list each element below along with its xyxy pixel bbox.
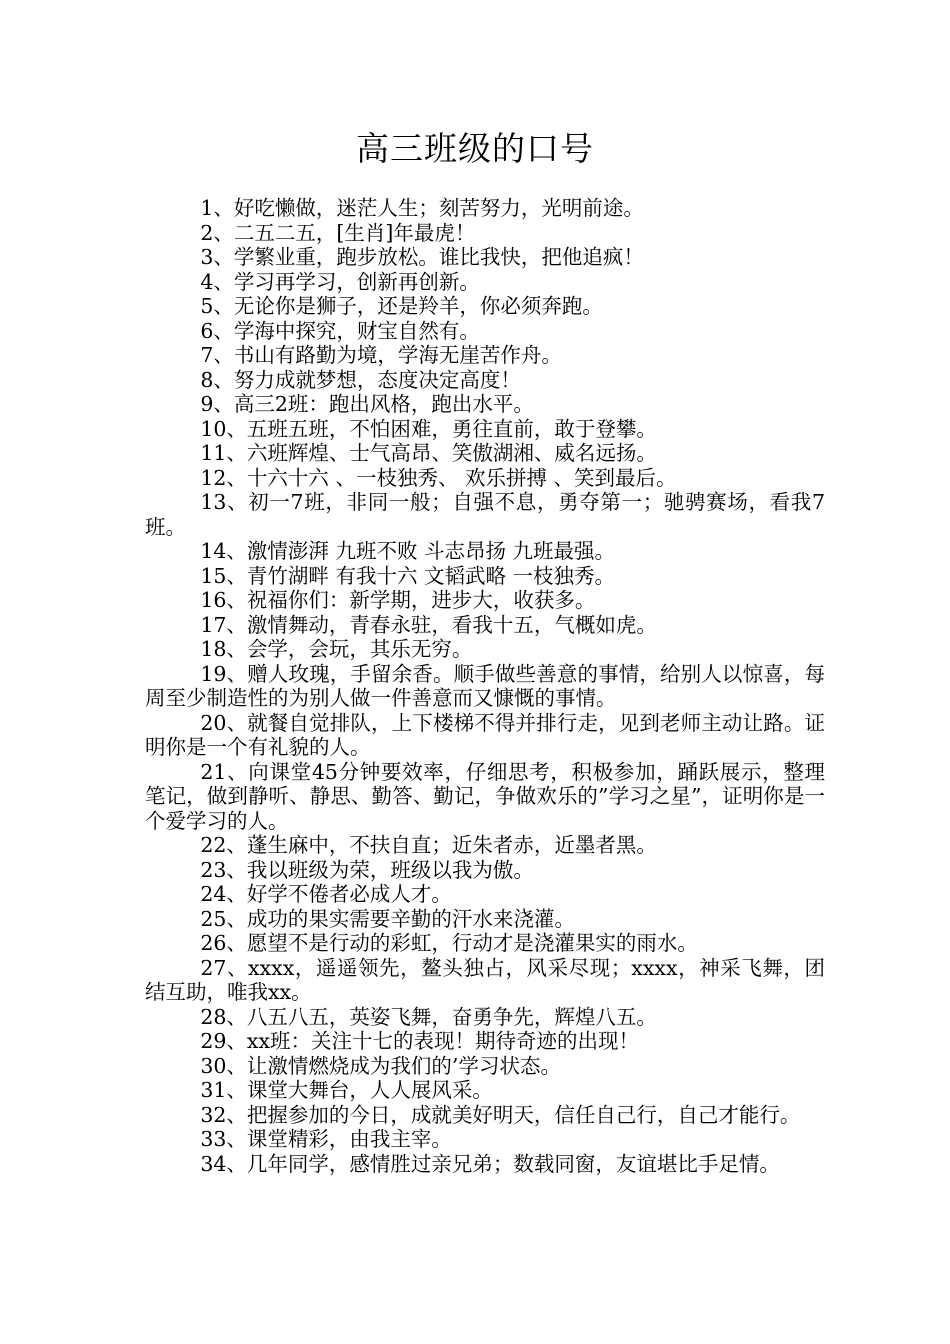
slogan-item: 24、好学不倦者必成人才。 [200, 882, 452, 906]
slogan-item: 31、课堂大舞台，人人展风采。 [200, 1078, 493, 1102]
slogan-item: 13、初一7班，非同一般；自强不息，勇夺第一；驰骋赛场，看我7班。 [145, 490, 825, 539]
slogan-item: 27、xxxx，遥遥领先，鳌头独占，风采尽现；xxxx，神采飞舞，团结互助，唯我xx。 [145, 955, 825, 1004]
slogan-item: 14、激情澎湃 九班不败 斗志昂扬 九班最强。 [200, 539, 615, 563]
slogan-item: 20、就餐自觉排队，上下楼梯不得并排行走，见到老师主动让路。证明你是一个有礼貌的人。 [145, 710, 825, 759]
slogan-item: 2、二五二五，[生肖]年最虎！ [200, 220, 476, 245]
slogan-item: 28、八五八五，英姿飞舞，奋勇争先，辉煌八五。 [200, 1004, 657, 1029]
slogan-item: 5、无论你是狮子，还是羚羊，你必须奔跑。 [200, 294, 603, 318]
document-title: 高三班级的口号 [356, 129, 594, 168]
slogan-item: 26、愿望不是行动的彩虹，行动才是浇灌果实的雨水。 [200, 931, 698, 955]
slogan-item: 9、高三2班：跑出风格，跑出水平。 [200, 392, 534, 416]
slogan-item: 8、努力成就梦想，态度决定高度！ [200, 367, 521, 392]
slogan-item: 30、让激情燃烧成为我们的’学习状态。 [200, 1053, 561, 1078]
slogan-item: 17、激情舞动，青春永驻，看我十五，气概如虎。 [200, 612, 657, 637]
slogan-item: 34、几年同学，感情胜过亲兄弟；数载同窗，友谊堪比手足情。 [200, 1151, 780, 1176]
slogan-item: 11、六班辉煌、士气高昂、笑傲湖湘、威名远扬。 [200, 441, 657, 465]
slogan-item: 1、好吃懒做，迷茫人生；刻苦努力，光明前途。 [200, 196, 644, 220]
slogan-item: 25、成功的果实需要辛勤的汗水来浇灌。 [200, 906, 575, 931]
slogan-item: 4、学习再学习，创新再创新。 [200, 269, 480, 294]
slogan-item: 21、向课堂45分钟要效率，仔细思考，积极参加，踊跃展示，整理笔记，做到静听、静思、勤答、勤记，争做欢乐的”学习之星”，证明你是一个爱学习的人。 [145, 759, 825, 833]
slogan-item: 22、蓬生麻中，不扶自直；近朱者赤，近墨者黑。 [200, 833, 657, 857]
slogan-item: 12、十六十六 、一枝独秀、 欢乐拼搏 、笑到最后。 [200, 465, 677, 490]
slogan-item: 7、书山有路勤为境，学海无崖苦作舟。 [200, 343, 562, 367]
slogan-item: 18、会学，会玩，其乐无穷。 [200, 637, 473, 661]
slogan-item: 19、赠人玫瑰，手留余香。顺手做些善意的事情，给别人以惊喜，每周至少制造性的为别人做一件善意而又慷慨的事情。 [145, 661, 825, 710]
slogan-list [145, 196, 825, 1176]
slogan-item: 15、青竹湖畔 有我十六 文韬武略 一枝独秀。 [200, 563, 615, 588]
slogan-item: 29、xx班：关注十七的表现！期待奇迹的出现！ [200, 1029, 640, 1053]
slogan-item: 16、祝福你们：新学期，进步大，收获多。 [200, 588, 596, 612]
slogan-item: 33、课堂精彩，由我主宰。 [200, 1127, 452, 1151]
slogan-item: 32、把握参加的今日，成就美好明天，信任自己行，自己才能行。 [200, 1102, 801, 1127]
slogan-item: 10、五班五班，不怕困难，勇往直前，敢于登攀。 [200, 416, 657, 441]
slogan-item: 3、学繁业重，跑步放松。谁比我快，把他追疯！ [200, 245, 644, 269]
slogan-item: 6、学海中探究，财宝自然有。 [200, 318, 480, 343]
slogan-item: 23、我以班级为荣，班级以我为傲。 [200, 857, 534, 882]
